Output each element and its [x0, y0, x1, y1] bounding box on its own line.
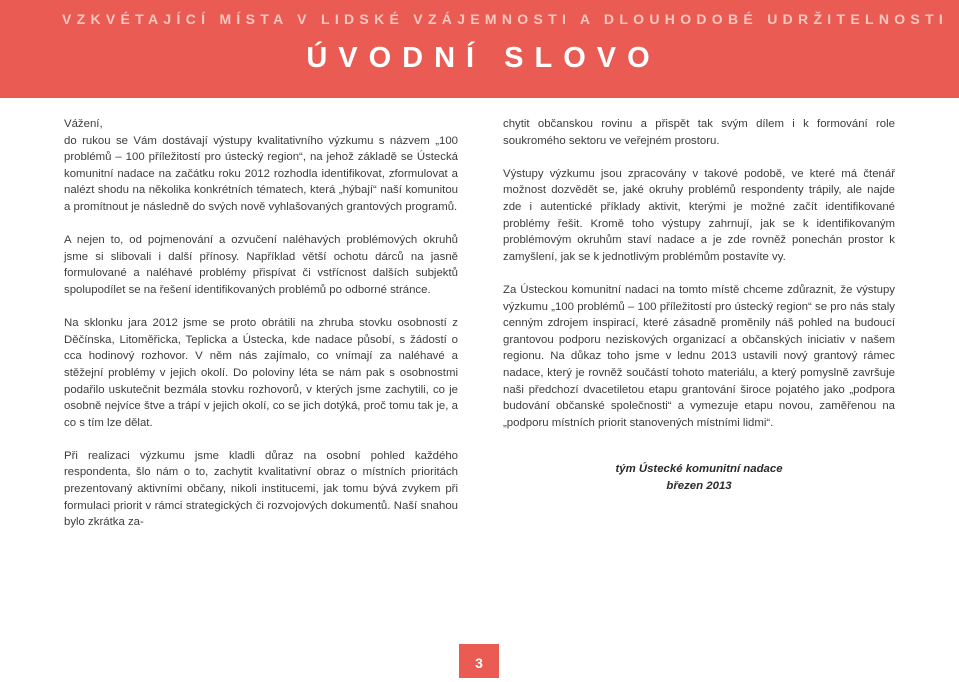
paragraph: A nejen to, od pojmenování a ozvučení naléhavých problémových okruhů jsme si slibovali i další přínosy. Například větší ochotu dárců na jasně formulované a naléhavé problémy přispívat či vstřícnost dalších subjektů spolupodílet se na řešení identifikovaných problémů po odborné stránce. [64, 234, 458, 296]
paragraph: Za Ústeckou komunitní nadaci na tomto místě chceme zdůraznit, že výstupy výzkumu „100 problémů – 100 příležitostí pro ústecký region“ se pro nás staly cenným zdrojem inspirací, které zásadně proměnily náš pohled na budoucí grantovou podporu neziskových organizací a občanských iniciativ v našem regionu. Na důkaz toho jsme v lednu 2013 ustavili nový grantový rámec nadace, který je rovněž součástí tohoto materiálu, a který pomyslně završuje naši předchozí dvacetiletou etapu grantování široce pojatého jako „podpora budování občanské společnosti“ a vymezuje etapu novou, zaměřenou na „podporu místních priorit stanovených místními lidmi“. [503, 283, 895, 429]
signature-date: březen 2013 [666, 480, 732, 493]
series-title: VZKVÉTAJÍCÍ MÍSTA V LIDSKÉ VZÁJEMNOSTI A DLOUHODOBÉ UDRŽITELNOSTI [62, 11, 949, 27]
signature-author: tým Ústecké komunitní nadace [615, 463, 783, 476]
header-band [0, 0, 959, 98]
page-title: ÚVODNÍ SLOVO [306, 42, 661, 74]
left-column [64, 116, 458, 547]
paragraph: Výstupy výzkumu jsou zpracovány v takové podobě, ve které má čtenář možnost dozvědět se, jaké okruhy problémů respondenty trápily, ale najde zde i autentické příklady aktivit, kterými je možné začít identifikované problémy řešit. Kromě toho výstupy zahrnují, jak se k identifikovaným problémovým okruhům staví nadace a je zde rovněž ponechán prostor k zamyšlení, jak se k jednotlivým problémům postavíte vy. [503, 167, 895, 263]
page-number: 3 [459, 644, 499, 678]
paragraph: Na sklonku jara 2012 jsme se proto obrátili na zhruba stovku osobností z Děčínska, Litoměřicka, Teplicka a Ústecka, kde nadace působí, s žádostí o cca hodinový rozhovor. V něm nás zajímalo, co vnímají za naléhavé a stěžejní problémy v jejich okolí. Do poloviny léta se nám pak s osobnostmi podařilo uskutečnit bezmála stovku rozhovorů, v kterých jsme zachytili, co je osobně nejvíce štve a trápí v jejich okolí, co se jich dotýká, proč tomu tak je, a co s tím lze dělat. [64, 317, 458, 429]
paragraph: Při realizaci výzkumu jsme kladli důraz na osobní pohled každého respondenta, šlo nám o to, zachytit kvalitativní obraz o místních prioritách prezentovaný aktivními občany, nikoli institucemi, jak tomu bývá zvykem při formulaci priorit v rámci strategických či rozvojových dokumentů. Naší snahou bylo zkrátka za- [64, 449, 458, 529]
right-column [503, 116, 895, 495]
paragraph: Vážení, do rukou se Vám dostávají výstupy kvalitativního výzkumu s názvem „100 problémů – 100 příležitostí pro ústecký region“, na jehož základě se Ústecká komunitní nadace na začátku roku 2012 rozhodla identifikovat, zformulovat a nalézt shodu na několika konkrétních tématech, která „hýbají“ naší komunitou a promítnout je následně do svých nově vyhlašovaných grantových programů. [64, 118, 458, 213]
paragraph: chytit občanskou rovinu a přispět tak svým dílem i k formování role soukromého sektoru ve veřejném prostoru. [503, 118, 895, 147]
signature [503, 461, 895, 495]
